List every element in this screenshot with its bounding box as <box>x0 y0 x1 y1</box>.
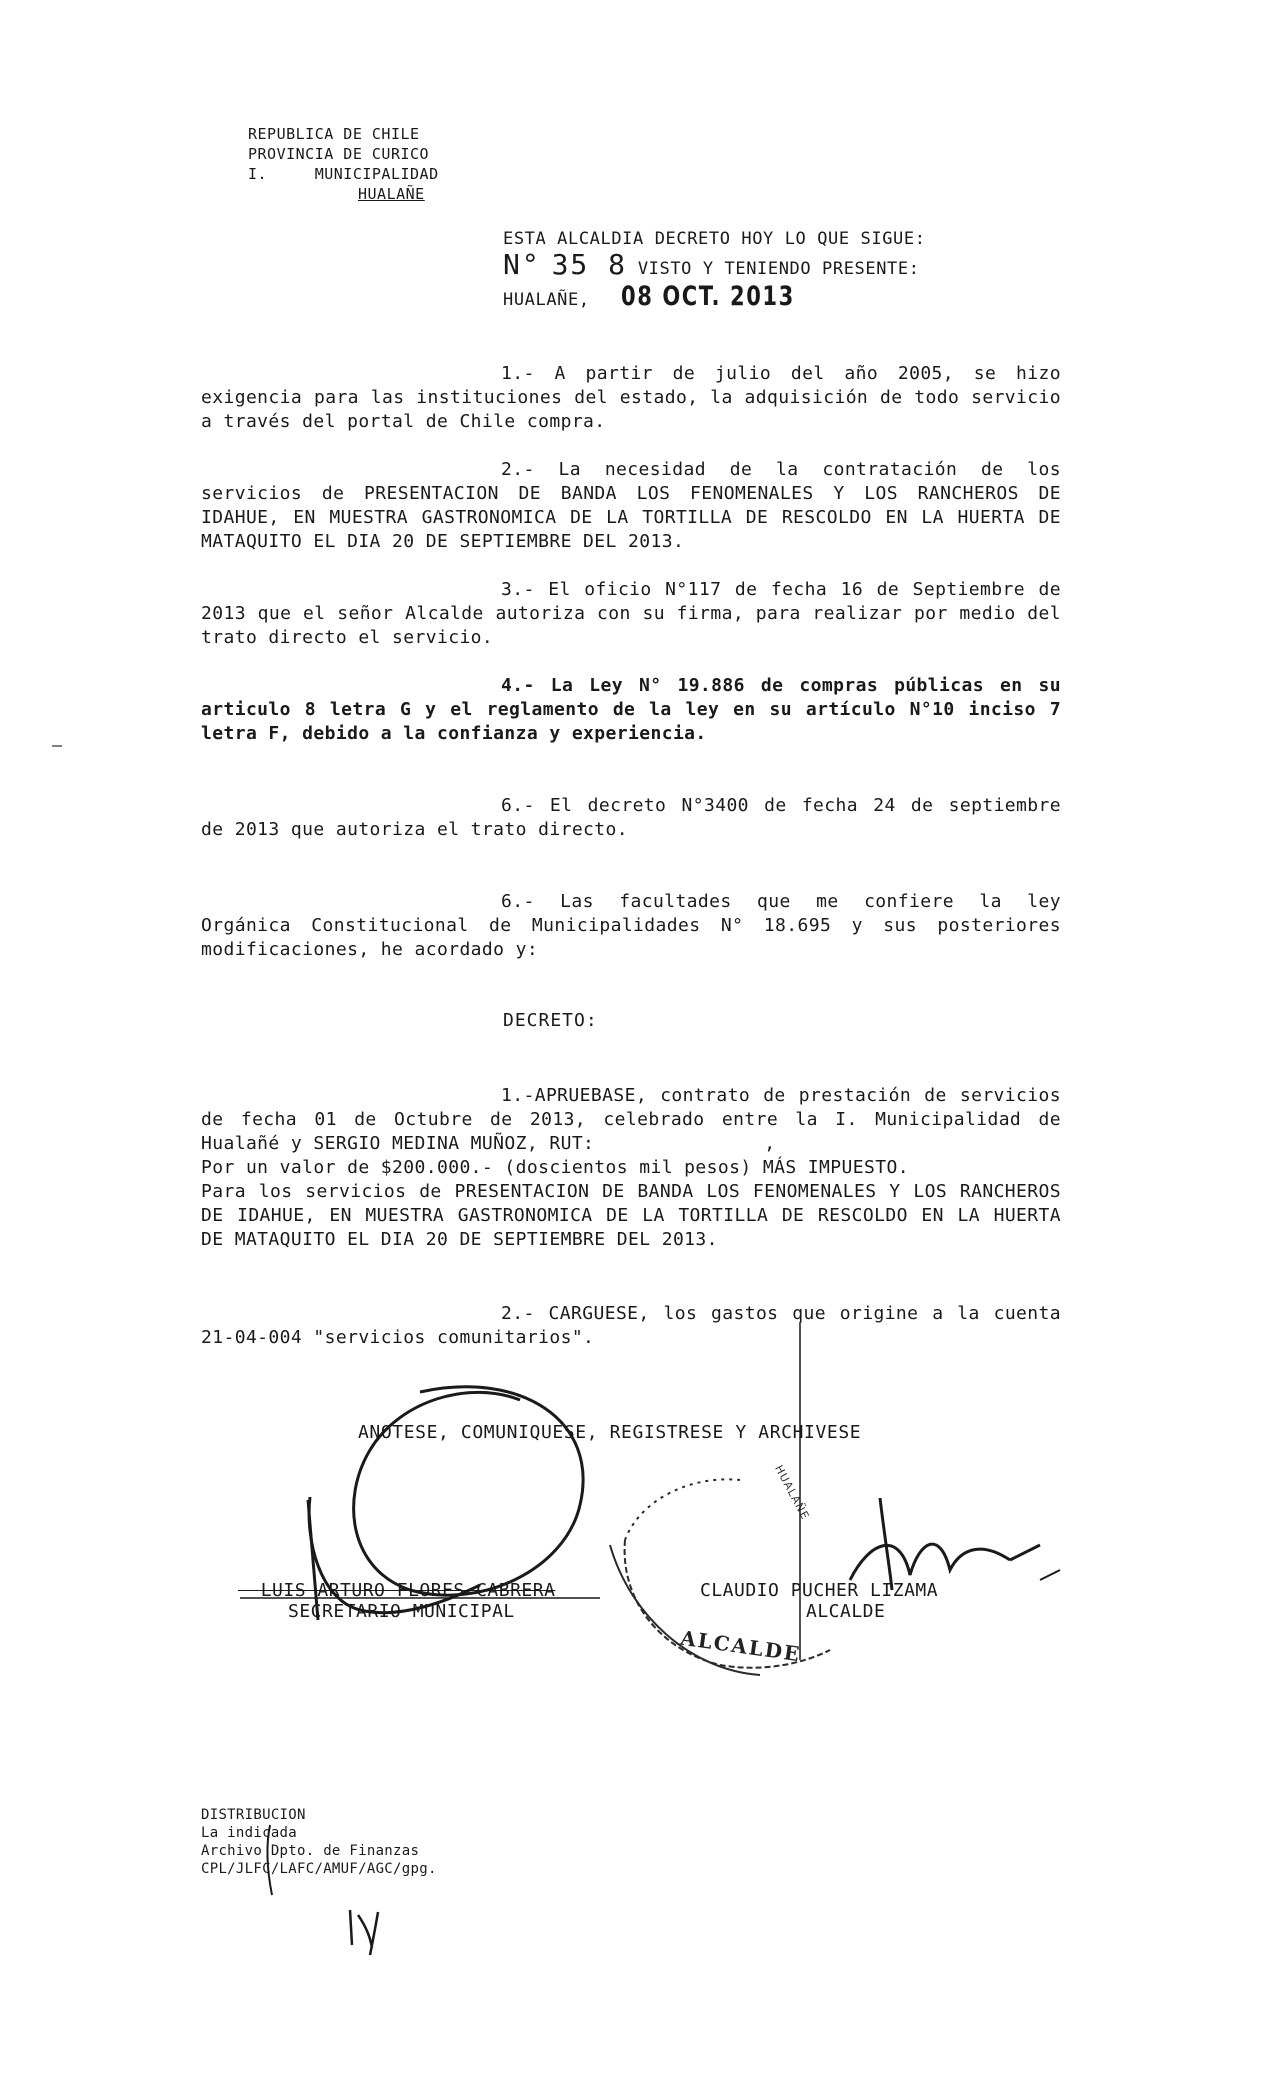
paragraph-5: 6.- El decreto N°3400 de fecha 24 de septiembre de 2013 que autoriza el trato directo. <box>201 795 1061 840</box>
intro-visto: VISTO Y TENIENDO PRESENTE: <box>637 259 920 279</box>
municipal-seal-icon <box>610 1479 830 1675</box>
mayor-signature-icon <box>850 1498 1060 1590</box>
seal-label: ALCALDE <box>678 1625 803 1667</box>
handwritten-mark-icon <box>350 1910 378 1955</box>
paragraph-1: 1.- A partir de julio del año 2005, se hizo exigencia para las instituciones del estado, la adquisición de todo servicio a través del portal de Chile compra. <box>201 363 1061 432</box>
paragraph-3: 3.- El oficio N°117 de fecha 16 de Septiembre de 2013 que el señor Alcalde autoriza con su firma, para realizar por medio del trato directo el servicio. <box>201 579 1061 648</box>
distribution-title: DISTRIBUCION <box>201 1807 306 1823</box>
secretary-signature-icon <box>240 1387 600 1620</box>
header-line-2: PROVINCIA DE CURICO <box>248 145 430 163</box>
intro-line-1: ESTA ALCALDIA DECRETO HOY LO QUE SIGUE: <box>503 229 926 249</box>
decree-item-2: 2.- CARGUESE, los gastos que origine a la cuenta 21-04-004 "servicios comunitarios". <box>201 1303 1061 1348</box>
distribution-item: La indicada <box>201 1825 298 1841</box>
paragraph-2: 2.- La necesidad de la contratación de los servicios de PRESENTACION DE BANDA LOS FENOMENALES Y LOS RANCHEROS DE IDAHUE, EN MUESTRA GASTRONOMICA DE LA TORTILLA DE RESCOLDO EN LA HUERTA DE MATAQUITO EL DIA 20 DE SEPTIEMBRE DEL 2013. <box>201 459 1061 552</box>
decree-title: DECRETO: <box>503 1010 598 1031</box>
mayor-title: ALCALDE <box>806 1601 886 1622</box>
mayor-name: CLAUDIO PUCHER LIZAMA <box>700 1580 939 1601</box>
closing-formula: ANOTESE, COMUNIQUESE, REGISTRESE Y ARCHIVESE <box>358 1422 862 1443</box>
secretary-title: SECRETARIO MUNICIPAL <box>288 1601 515 1622</box>
distribution-item: Archivo Dpto. de Finanzas <box>201 1843 420 1859</box>
decree-number: 35 8 <box>551 248 627 281</box>
date-stamp: 08 OCT. 2013 <box>620 281 795 312</box>
distribution-item: CPL/JLFC/LAFC/AMUF/AGC/gpg. <box>201 1861 437 1877</box>
secretary-name: LUIS ARTURO FLORES CABRERA <box>260 1580 556 1601</box>
header-city: HUALAÑE <box>358 185 425 203</box>
seal-label-2: HUALAÑE <box>772 1462 812 1523</box>
header-line-1: REPUBLICA DE CHILE <box>248 125 420 143</box>
header-line-3: I. MUNICIPALIDAD <box>248 165 439 183</box>
intro-place: HUALAÑE, <box>503 290 590 310</box>
distribution-block <box>201 1806 437 1878</box>
decree-item-1: 1.-APRUEBASE, contrato de prestación de servicios de fecha 01 de Octubre de 2013, celebrado entre la I. Municipalidad de Hualañé y SERGIO MEDINA MUÑOZ, RUT: , Por un valor de $200.000.- (doscientos mil pesos) MÁS IMPUESTO. Para los servicios de PRESENTACION DE BANDA LOS FENOMENALES Y LOS RANCHEROS DE IDAHUE, EN MUESTRA GASTRONOMICA DE LA TORTILLA DE RESCOLDO EN LA HUERTA DE MATAQUITO EL DIA 20 DE SEPTIEMBRE DEL 2013. <box>201 1085 1061 1250</box>
decree-number-prefix: N° <box>503 248 541 281</box>
paragraph-6: 6.- Las facultades que me confiere la ley Orgánica Constitucional de Municipalidades N° 18.695 y sus posteriores modificaciones, he acordado y: <box>201 891 1061 960</box>
paragraph-4: 4.- La Ley N° 19.886 de compras públicas en su articulo 8 letra G y el reglamento de la ley en su artículo N°10 inciso 7 letra F, debido a la confianza y experiencia. <box>201 675 1061 744</box>
